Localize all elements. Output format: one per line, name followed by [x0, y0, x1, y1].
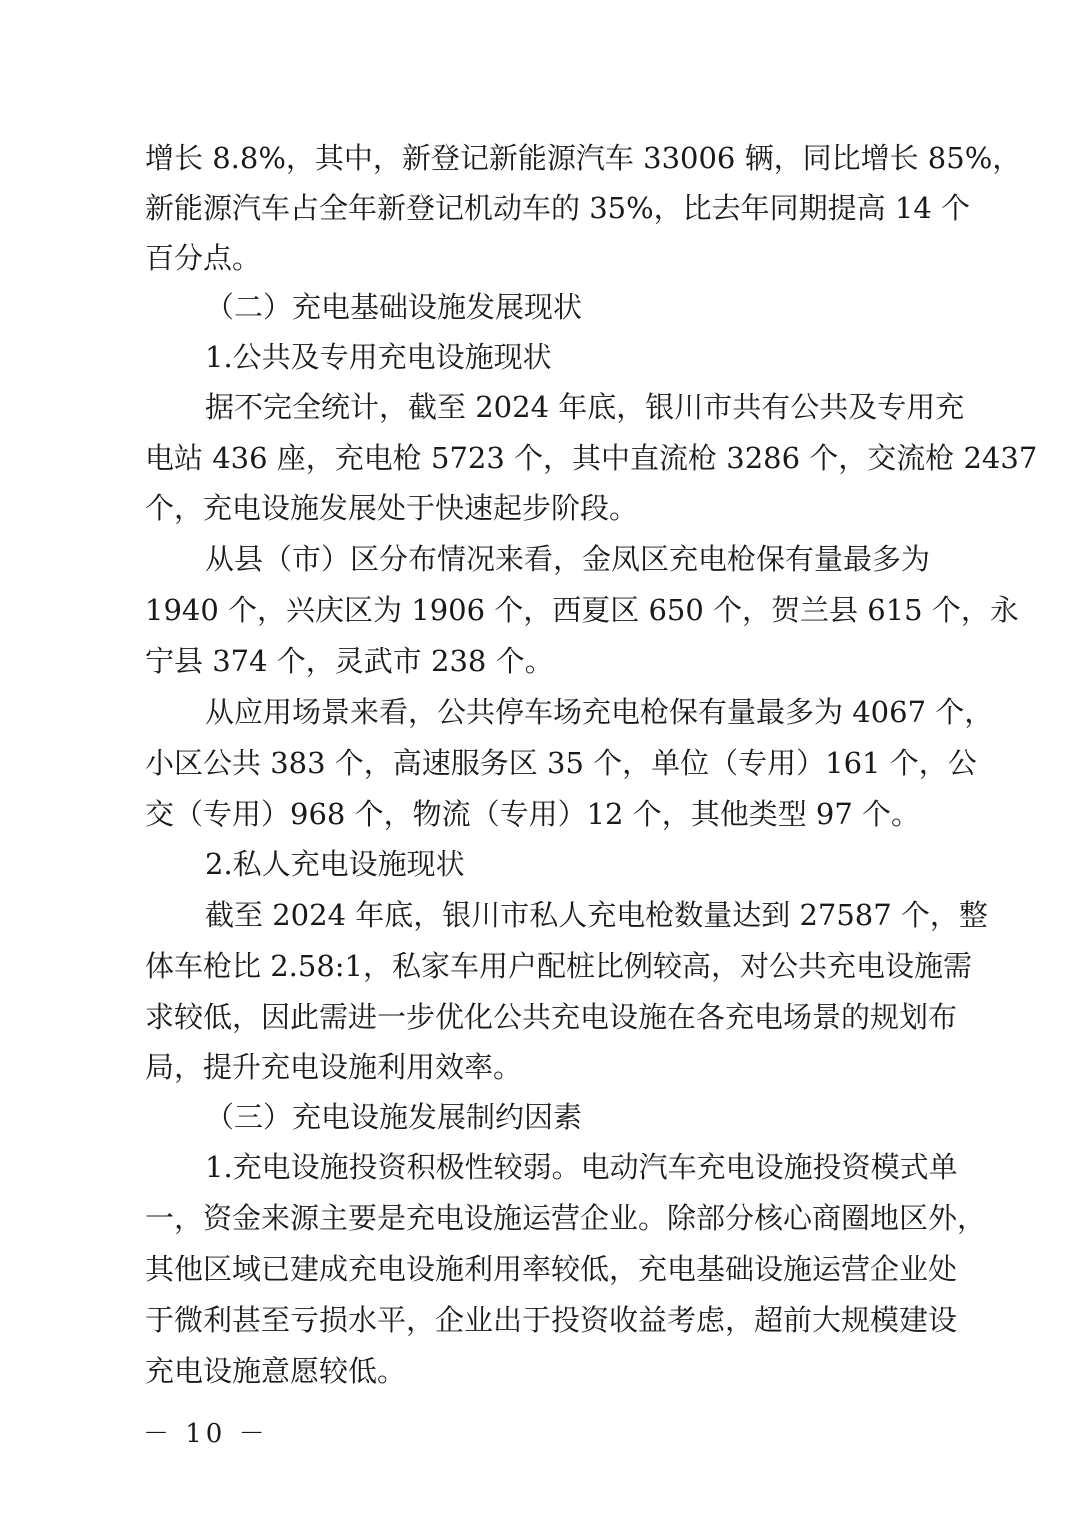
page-number: － 10 － — [143, 1419, 269, 1449]
paragraph-line: 新能源汽车占全年新登记机动车的 35%，比去年同期提高 14 个 — [145, 191, 971, 225]
section-heading-3: （三）充电设施发展制约因素 — [205, 1100, 583, 1134]
paragraph-line: 其他区域已建成充电设施利用率较低，充电基础设施运营企业处 — [145, 1252, 958, 1286]
paragraph-line: 体车枪比 2.58:1，私家车用户配桩比例较高，对公共充电设施需 — [145, 949, 973, 983]
paragraph-line: 局，提升充电设施利用效率。 — [145, 1050, 523, 1084]
paragraph-line: 宁县 374 个，灵武市 238 个。 — [145, 644, 554, 678]
paragraph-line: 充电设施意愿较低。 — [145, 1354, 407, 1388]
paragraph-line: 增长 8.8%，其中，新登记新能源汽车 33006 辆，同比增长 85%， — [145, 141, 1022, 175]
paragraph-line: 求较低，因此需进一步优化公共充电设施在各充电场景的规划布 — [145, 1000, 958, 1034]
paragraph-line: 个，充电设施发展处于快速起步阶段。 — [145, 491, 639, 525]
paragraph-line: 小区公共 383 个，高速服务区 35 个，单位（专用）161 个，公 — [145, 746, 977, 780]
paragraph-line: 从县（市）区分布情况来看，金凤区充电枪保有量最多为 — [205, 542, 931, 576]
paragraph-line: 一，资金来源主要是充电设施运营企业。除部分核心商圈地区外， — [145, 1201, 987, 1235]
paragraph-line: 据不完全统计，截至 2024 年底，银川市共有公共及专用充 — [205, 390, 965, 424]
paragraph-line: 1.充电设施投资积极性较弱。电动汽车充电设施投资模式单 — [205, 1150, 958, 1184]
paragraph-line: 1940 个，兴庆区为 1906 个，西夏区 650 个，贺兰县 615 个，永 — [145, 593, 1019, 627]
paragraph-line: 于微利甚至亏损水平，企业出于投资收益考虑，超前大规模建设 — [145, 1303, 958, 1337]
paragraph-line: 电站 436 座，充电枪 5723 个，其中直流枪 3286 个，交流枪 2437 — [145, 441, 1038, 475]
paragraph-line: 从应用场景来看，公共停车场充电枪保有量最多为 4067 个， — [205, 695, 994, 729]
paragraph-line: 截至 2024 年底，银川市私人充电枪数量达到 27587 个，整 — [205, 898, 988, 932]
paragraph-line: 交（专用）968 个，物流（专用）12 个，其他类型 97 个。 — [145, 797, 921, 831]
section-heading-2: （二）充电基础设施发展现状 — [205, 290, 583, 324]
subsection-heading: 1.公共及专用充电设施现状 — [205, 340, 552, 374]
subsection-heading: 2.私人充电设施现状 — [205, 847, 465, 881]
paragraph-line: 百分点。 — [145, 241, 262, 275]
